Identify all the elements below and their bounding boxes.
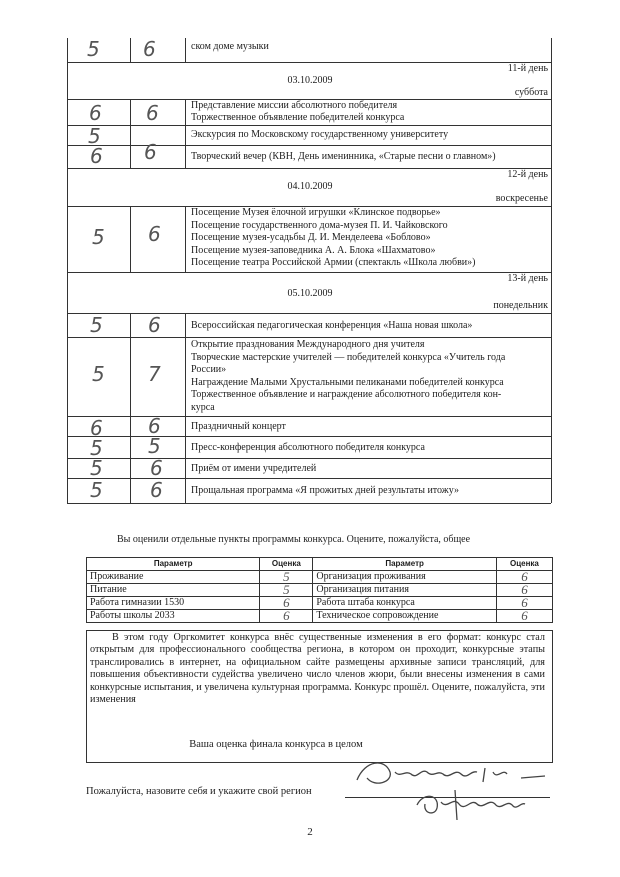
activity-text: Прощальная программа «Я прожитых дней результаты итожу»	[191, 485, 459, 496]
handwritten-score: 5	[90, 313, 103, 337]
param-score: 6	[496, 571, 552, 584]
row-divider	[67, 125, 551, 126]
param-name: Работы школы 2033	[87, 610, 260, 623]
activity-text: Творческий вечер (КВН, День именинника, «Старые песни о главном»)	[191, 151, 496, 162]
day-weekday: понедельник	[493, 300, 548, 311]
row-divider	[67, 313, 551, 314]
row-divider	[67, 62, 551, 63]
rating-prompt: Вы оценили отдельные пункты программы конкурса. Оцените, пожалуйста, общее	[117, 534, 471, 545]
day-weekday: суббота	[514, 87, 548, 98]
activity-text: Открытие празднования Международного дня учителя	[191, 339, 425, 350]
activity-text: Приём от имени учредителей	[191, 463, 317, 474]
handwritten-score: 6	[150, 456, 163, 480]
row-divider	[67, 168, 551, 169]
param-name: Техническое сопровождение	[313, 610, 497, 623]
col-divider	[130, 38, 131, 62]
param-score: 6	[260, 597, 313, 610]
day-date: 03.10.2009	[287, 75, 333, 86]
table-row	[87, 584, 553, 597]
activity-text: Посещение Музея ёлочной игрушки «Клинское подворье»	[191, 207, 441, 218]
row-divider	[67, 458, 551, 459]
table-bottom-border	[67, 503, 551, 504]
activity-text: ском доме музыки	[191, 41, 269, 52]
activity-text: Пресс-конференция абсолютного победителя конкурса	[191, 442, 425, 453]
param-score: 5	[260, 571, 313, 584]
param-score: 5	[260, 584, 313, 597]
handwritten-score: 5	[92, 225, 105, 249]
col-divider	[130, 206, 131, 272]
col-divider	[130, 99, 131, 168]
table-row	[87, 597, 553, 610]
handwritten-score: 5	[90, 436, 103, 460]
handwritten-score: 6	[148, 222, 161, 246]
activity-text: Торжественное объявление и награждение абсолютного победителя кон-	[191, 389, 502, 400]
activity-text: Посещение музея-заповедника А. А. Блока «Шахматово»	[191, 244, 436, 256]
activity-text: Посещение театра Российской Армии (спектакль «Школа любви»)	[191, 257, 476, 268]
param-name: Организация питания	[313, 584, 497, 597]
handwritten-score: 6	[150, 478, 163, 502]
table-row	[87, 571, 553, 584]
col-divider	[130, 313, 131, 503]
row-divider	[67, 337, 551, 338]
day-label: 12-й день	[507, 169, 548, 180]
handwritten-score: 6	[89, 101, 102, 125]
table-right-border	[551, 38, 552, 503]
table-row	[87, 610, 553, 623]
param-header: Параметр	[313, 558, 497, 571]
handwritten-score: 5	[148, 434, 161, 458]
day-date: 04.10.2009	[287, 181, 333, 192]
day-label: 11-й день	[507, 63, 548, 74]
param-header: Параметр	[87, 558, 260, 571]
table-header-row	[87, 558, 553, 571]
activity-text: Экскурсия по Московскому государственному университету	[191, 129, 449, 140]
col-divider	[185, 313, 186, 503]
row-divider	[67, 478, 551, 479]
activity-text: Торжественное объявление победителей конкурса	[191, 112, 405, 123]
activity-text: Всероссийская педагогическая конференция «Наша новая школа»	[191, 320, 473, 331]
handwritten-score: 5	[88, 124, 101, 148]
col-divider	[185, 38, 186, 62]
activity-text: Посещение музея-усадьбы Д. И. Менделеева «Боблово»	[191, 232, 431, 243]
col-divider	[185, 99, 186, 168]
handwritten-score: 6	[90, 144, 103, 168]
changes-paragraph: В этом году Оргкомитет конкурса внёс существенные изменения в его формат: конкурс стал открытым для профессионального сообщества региона, в котором он проходит, конкурсные этапы транслировались в интернет, на официальном сайте размещены архивные записи трансляций, для повышения объективности судейства увеличено число членов жюри, были внесены изменения в сами конкурсные испытания, и увеличена культурная программа. Конкурс прошёл. Оцените, пожалуйста, эти изменения	[90, 632, 545, 706]
day-weekday: воскресенье	[495, 193, 548, 204]
param-score: 6	[260, 610, 313, 623]
region-prompt: Пожалуйста, назовите себя и укажите свой регион	[86, 786, 312, 797]
param-name: Питание	[87, 584, 260, 597]
row-divider	[67, 145, 551, 146]
row-divider	[67, 272, 551, 273]
handwritten-score: 5	[90, 456, 103, 480]
param-name: Проживание	[87, 571, 260, 584]
handwritten-score: 6	[90, 416, 103, 440]
activity-text: Праздничный концерт	[191, 421, 286, 432]
final-label: Ваша оценка финала конкурса в целом	[189, 739, 363, 750]
activity-text: Представление миссии абсолютного победителя	[191, 100, 398, 111]
handwritten-signature	[345, 750, 560, 825]
day-label: 13-й день	[507, 273, 548, 284]
param-score: 6	[496, 597, 552, 610]
handwritten-score: 6	[144, 140, 157, 164]
page-number: 2	[307, 826, 313, 838]
param-score: 6	[496, 584, 552, 597]
handwritten-score: 5	[87, 37, 100, 61]
activity-text: Награждение Малыми Хрустальными пеликанами победителей конкурса	[191, 376, 504, 388]
handwritten-score: 5	[92, 362, 105, 386]
row-divider	[67, 416, 551, 417]
parameters-table	[86, 557, 553, 623]
handwritten-score: 5	[90, 478, 103, 502]
activity-text: Посещение государственного дома-музея П. И. Чайковского	[191, 219, 448, 231]
handwritten-score: 7	[148, 362, 161, 386]
handwritten-score: 6	[146, 101, 159, 125]
col-divider	[185, 206, 186, 272]
param-name: Организация проживания	[313, 571, 497, 584]
activity-text: России»	[191, 364, 227, 375]
param-name: Работа гимназии 1530	[87, 597, 260, 610]
activity-text: Творческие мастерские учителей — победителей конкурса «Учитель года	[191, 351, 506, 363]
handwritten-score: 6	[143, 37, 156, 61]
day-date: 05.10.2009	[287, 288, 333, 299]
row-divider	[67, 436, 551, 437]
handwritten-score: 6	[148, 414, 161, 438]
score-header: Оценка	[496, 558, 552, 571]
handwritten-score: 6	[148, 313, 161, 337]
param-score: 6	[496, 610, 552, 623]
score-header: Оценка	[260, 558, 313, 571]
activity-text: курса	[191, 401, 215, 413]
table-left-border	[67, 38, 68, 503]
param-name: Работа штаба конкурса	[313, 597, 497, 610]
